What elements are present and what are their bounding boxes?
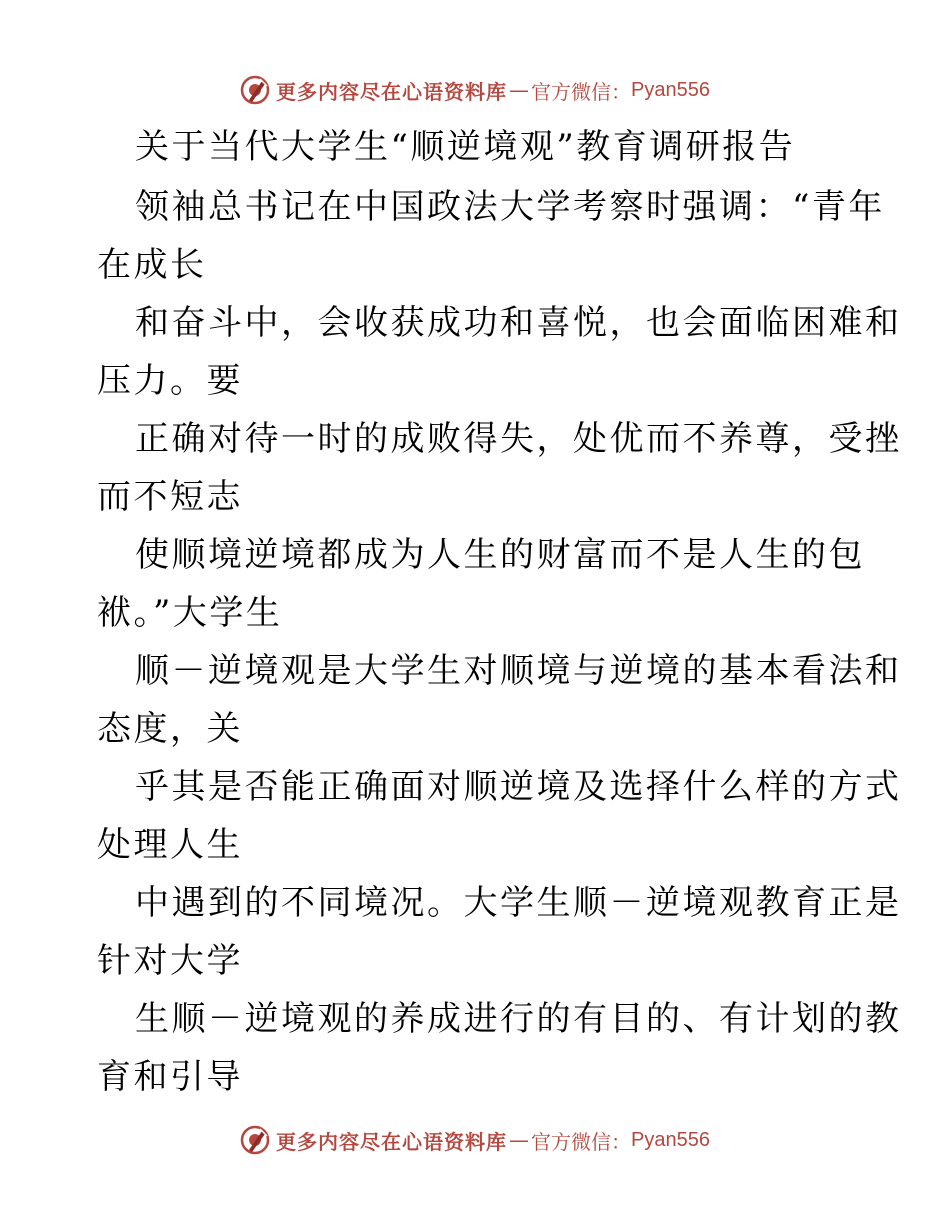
pen-logo-icon (240, 75, 270, 105)
text-line: 生顺－逆境观的养成进行的有目的、有计划的教 (135, 999, 902, 1039)
banner-wechat-id: Pyan556 (631, 78, 710, 101)
text-line: 针对大学 (97, 941, 243, 981)
text-line: 使顺境逆境都成为人生的财富而不是人生的包 (135, 535, 865, 575)
header-banner (0, 70, 950, 110)
text-line: 和奋斗中，会收获成功和喜悦，也会面临困难和 (135, 303, 902, 343)
banner-separator: — (509, 1128, 530, 1152)
banner-slogan: 更多内容尽在心语资料库 (276, 79, 508, 104)
text-line: 处理人生 (97, 825, 243, 865)
banner-slogan: 更多内容尽在心语资料库 (276, 1129, 508, 1154)
banner-wechat-label: 官方微信： (531, 79, 632, 104)
pen-logo-icon (240, 1125, 270, 1155)
text-line: 顺－逆境观是大学生对顺境与逆境的基本看法和 (135, 651, 902, 691)
text-line: 乎其是否能正确面对顺逆境及选择什么样的方式 (135, 767, 902, 807)
text-line: 中遇到的不同境况。大学生顺－逆境观教育正是 (135, 883, 902, 923)
text-line: 领袖总书记在中国政法大学考察时强调：“青年 (135, 187, 885, 227)
banner-separator: — (509, 78, 530, 102)
document-title: 关于当代大学生“顺逆境观”教育调研报告 (135, 127, 796, 167)
footer-banner (0, 1120, 950, 1160)
banner-wechat-label: 官方微信： (531, 1129, 632, 1154)
text-line: 育和引导 (97, 1057, 243, 1097)
text-line: 袱。”大学生 (97, 593, 283, 633)
text-line: 而不短志 (97, 477, 243, 517)
text-line: 正确对待一时的成败得失，处优而不养尊，受挫 (135, 419, 902, 459)
banner-wechat-id: Pyan556 (631, 1128, 710, 1151)
text-line: 在成长 (97, 245, 207, 285)
text-line: 态度，关 (97, 709, 243, 749)
text-line: 压力。要 (97, 361, 243, 401)
